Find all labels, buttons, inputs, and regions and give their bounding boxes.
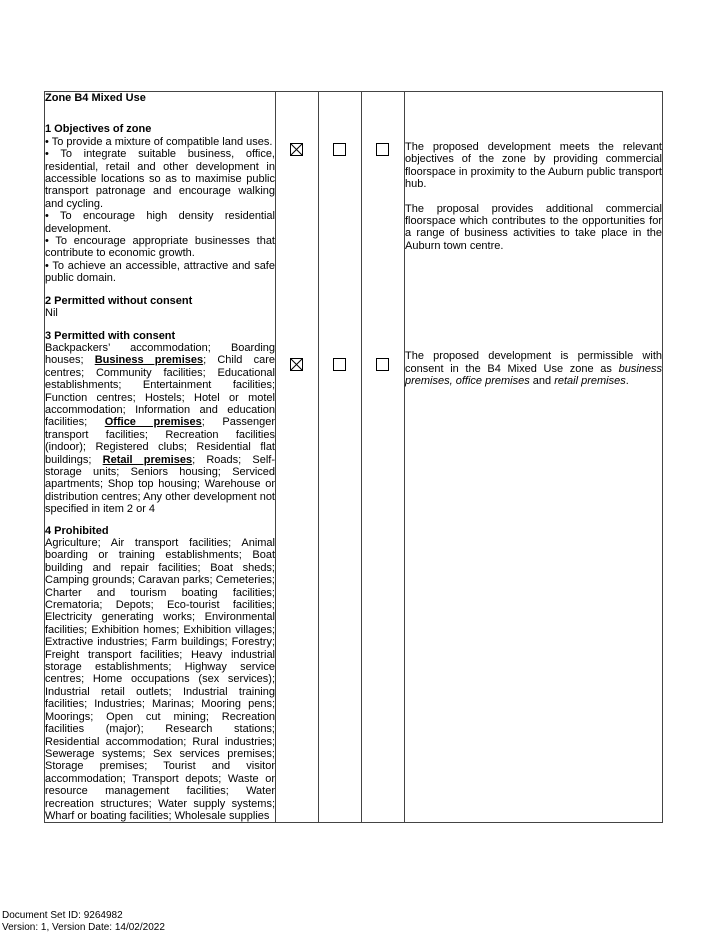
retail-premises-term: Retail premises — [103, 454, 192, 466]
permitted-text-part: Backpackers’ accommodation; Boarding houses; — [45, 342, 275, 366]
objectives-comment: The proposal provides additional commercial floorspace which contributes to the opportunities for a range of business activities to take place in the Auburn town centre. — [405, 203, 662, 253]
objective-item: • To provide a mixture of compatible land uses. — [45, 136, 275, 148]
objectives-checkbox-3[interactable] — [376, 143, 389, 156]
objectives-checkbox-1[interactable] — [290, 143, 303, 156]
consent-checkbox-1[interactable] — [290, 358, 303, 371]
zone-provisions-cell — [45, 92, 276, 823]
permitted-text-part: ; Passenger transport facilities; Recreation facilities (indoor); Registered clubs; Residential flat buildings; — [45, 416, 275, 465]
consent-comment-part: and — [530, 375, 554, 387]
zone-heading: Zone B4 Mixed Use — [45, 92, 275, 104]
permitted-without-consent-heading: 2 Permitted without consent — [45, 295, 275, 307]
consent-comment-part: The proposed development is permissible with consent in the B4 Mixed Use zone as — [405, 350, 662, 374]
objective-item: • To encourage high density residential development. — [45, 210, 275, 235]
comments-cell — [405, 92, 663, 823]
compliance-column-3 — [362, 92, 405, 823]
compliance-column-1 — [276, 92, 319, 823]
consent-comment — [405, 350, 662, 387]
consent-comment-term: retail premises — [554, 375, 626, 387]
objective-item: • To encourage appropriate businesses that contribute to economic growth. — [45, 235, 275, 260]
document-set-id: Document Set ID: 9264982 — [2, 910, 165, 922]
objectives-checkbox-2[interactable] — [333, 143, 346, 156]
document-footer — [2, 910, 165, 933]
objective-item: • To integrate suitable business, office, residential, retail and other development in accessible locations so as to maximise public transport patronage and encourage walking and cycling. — [45, 148, 275, 210]
permitted-text-part: ; Child care centres; Community facilities; Educational establishments; Entertainment facilities; Function centres; Hostels; Hotel or motel accommodation; Information and education facilities; — [45, 354, 275, 428]
version-info: Version: 1, Version Date: 14/02/2022 — [2, 922, 165, 933]
objective-item: • To achieve an accessible, attractive and safe public domain. — [45, 260, 275, 285]
consent-comment-part: . — [626, 375, 629, 387]
prohibited-heading: 4 Prohibited — [45, 525, 275, 537]
zone-b4-table — [44, 91, 663, 823]
objectives-heading: 1 Objectives of zone — [45, 123, 275, 135]
objectives-comment: The proposed development meets the relevant objectives of the zone by providing commercial floorspace in proximity to the Auburn public transport hub. — [405, 141, 662, 191]
permitted-without-consent-text: Nil — [45, 307, 275, 319]
consent-checkbox-3[interactable] — [376, 358, 389, 371]
permitted-with-consent-text — [45, 342, 275, 516]
consent-checkbox-2[interactable] — [333, 358, 346, 371]
business-premises-term: Business premises — [95, 354, 203, 366]
compliance-column-2 — [319, 92, 362, 823]
table-row — [45, 92, 663, 823]
permitted-with-consent-heading: 3 Permitted with consent — [45, 330, 275, 342]
prohibited-text: Agriculture; Air transport facilities; Animal boarding or training establishments; Boat building and repair facilities; Boat sheds; Camping grounds; Caravan parks; Cemeteries; Charter and tourism boating facilities; Crematoria; Depots; Eco-tourist facilities; Electricity generating works; Environmental facilities; Exhibition homes; Exhibition villages; Extractive industries; Farm buildings; Forestry; Freight transport facilities; Heavy industrial storage establishments; Highway service centres; Home occupations (sex services); Industrial retail outlets; Industrial training facilities; Industries; Marinas; Mooring pens; Moorings; Open cut mining; Recreation facilities (major); Research stations; Residential accommodation; Rural industries; Sewerage systems; Sex services premises; Storage premises; Tourist and visitor accommodation; Transport depots; Waste or resource management facilities; Water recreation structures; Water supply systems; Wharf or boating facilities; Wholesale supplies — [45, 537, 275, 822]
office-premises-term: Office premises — [105, 416, 202, 428]
consent-comment-term: business premises, office premises — [405, 363, 662, 387]
permitted-text-part: ; Roads; Self-storage units; Seniors housing; Serviced apartments; Shop top housing; Warehouse or distribution centres; Any other development not specified in item 2 or 4 — [45, 454, 275, 516]
